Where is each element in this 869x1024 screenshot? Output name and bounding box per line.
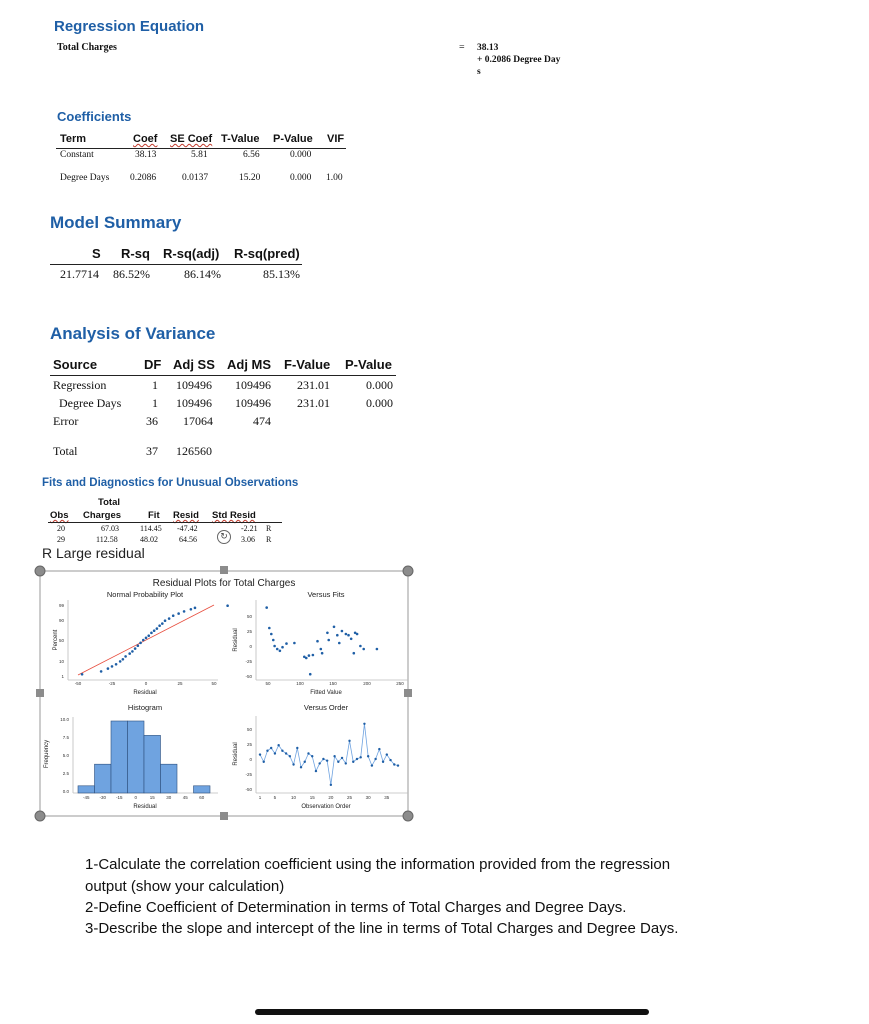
coef-header-vif: VIF bbox=[327, 133, 345, 145]
x-axis-label: Observation Order bbox=[301, 804, 351, 810]
anova-header-adjss: Adj SS bbox=[173, 357, 215, 372]
data-point bbox=[142, 639, 145, 642]
unusual-row-charges: 112.58 bbox=[96, 535, 118, 544]
chart-title: Versus Fits bbox=[307, 590, 345, 599]
data-point bbox=[273, 645, 276, 648]
equation-slope-term: + 0.2086 Degree Day bbox=[477, 55, 561, 65]
data-point bbox=[281, 750, 283, 752]
data-point bbox=[326, 759, 328, 761]
anova-rule bbox=[50, 375, 396, 376]
data-point bbox=[296, 747, 298, 749]
data-point bbox=[353, 652, 356, 655]
anova-header-adjms: Adj MS bbox=[227, 357, 272, 372]
chart-title: Histogram bbox=[127, 703, 163, 712]
data-point bbox=[382, 761, 384, 763]
y-tick-label: 25 bbox=[246, 629, 252, 634]
data-point bbox=[393, 763, 395, 765]
resize-handle[interactable] bbox=[220, 566, 228, 574]
y-tick-label: 2.5 bbox=[62, 771, 69, 776]
x-tick-label: -15 bbox=[115, 795, 123, 800]
coef-rule bbox=[56, 148, 346, 149]
home-indicator[interactable] bbox=[255, 1009, 649, 1015]
data-point bbox=[305, 657, 308, 660]
data-point bbox=[131, 650, 134, 653]
y-tick-label: 7.5 bbox=[62, 735, 69, 740]
data-point bbox=[307, 752, 309, 754]
anova-row-df: 1 bbox=[152, 396, 158, 410]
data-point bbox=[156, 627, 159, 630]
coef-row-term: Constant bbox=[60, 150, 94, 160]
y-tick-label: 1 bbox=[61, 674, 64, 679]
unusual-row-flag: R bbox=[266, 524, 272, 533]
unusual-row-flag: R bbox=[266, 535, 272, 544]
data-point bbox=[177, 612, 180, 615]
response-label: Total Charges bbox=[57, 42, 117, 53]
data-point bbox=[153, 629, 156, 632]
data-point bbox=[172, 614, 175, 617]
data-point bbox=[270, 633, 273, 636]
coef-row-vif: 1.00 bbox=[326, 173, 343, 183]
coef-header-coef: Coef bbox=[133, 133, 158, 145]
data-point bbox=[316, 640, 319, 643]
x-axis-label: Fitted Value bbox=[310, 690, 342, 696]
x-tick-label: -25 bbox=[108, 681, 116, 686]
data-point bbox=[308, 654, 311, 657]
unusual-row-resid: 64.56 bbox=[179, 535, 197, 544]
data-point bbox=[270, 747, 272, 749]
data-point bbox=[347, 634, 350, 637]
y-axis-label: Frequency bbox=[44, 739, 50, 769]
data-point bbox=[274, 752, 276, 754]
ms-header-rsq-adj: R-sq(adj) bbox=[163, 246, 220, 261]
y-tick-label: 10 bbox=[58, 659, 64, 664]
data-point bbox=[348, 740, 350, 742]
coef-header-se: SE Coef bbox=[170, 133, 213, 145]
question-1-line-1: 1-Calculate the correlation coefficient using the information provided from the regression bbox=[85, 856, 671, 873]
anova-row-source: Degree Days bbox=[59, 396, 122, 410]
rotate-icon[interactable]: ↻ bbox=[217, 530, 231, 544]
large-residual-note: R Large residual bbox=[42, 545, 145, 561]
y-axis-label: Residual bbox=[233, 628, 239, 652]
x-tick-label: 0 bbox=[134, 795, 138, 800]
x-tick-label: 200 bbox=[363, 681, 371, 686]
x-axis-label: Residual bbox=[133, 690, 157, 696]
data-point bbox=[300, 766, 302, 768]
resize-handle[interactable] bbox=[403, 811, 413, 821]
x-tick-label: 15 bbox=[309, 795, 315, 800]
x-tick-label: 35 bbox=[384, 795, 390, 800]
data-point bbox=[168, 617, 171, 620]
data-point bbox=[359, 645, 362, 648]
x-tick-label: 25 bbox=[177, 681, 183, 686]
coef-row-value: 0.2086 bbox=[130, 173, 157, 183]
y-tick-label: -50 bbox=[245, 674, 252, 679]
data-point bbox=[345, 633, 348, 636]
data-point bbox=[107, 667, 110, 670]
coefficients-heading: Coefficients bbox=[57, 109, 132, 124]
y-tick-label: 99 bbox=[58, 603, 64, 608]
resize-handle[interactable] bbox=[36, 689, 44, 697]
coef-header-term: Term bbox=[60, 133, 87, 145]
data-point bbox=[320, 648, 323, 651]
coef-row-t: 6.56 bbox=[243, 150, 260, 160]
x-tick-label: 100 bbox=[296, 681, 304, 686]
data-point bbox=[293, 642, 296, 645]
x-tick-label: 30 bbox=[365, 795, 371, 800]
histogram-bar bbox=[78, 786, 95, 793]
unusual-rule bbox=[48, 522, 282, 523]
data-point bbox=[356, 758, 358, 760]
anova-row-adjms: 109496 bbox=[235, 396, 271, 410]
data-point bbox=[378, 748, 380, 750]
y-tick-label: 90 bbox=[58, 618, 64, 623]
unusual-row-fit: 48.02 bbox=[140, 535, 158, 544]
anova-row-adjss: 109496 bbox=[176, 396, 212, 410]
x-tick-label: 150 bbox=[329, 681, 337, 686]
anova-header-df: DF bbox=[144, 357, 162, 372]
anova-row-source: Total bbox=[53, 444, 78, 458]
anova-row-source: Regression bbox=[53, 378, 107, 392]
data-point bbox=[279, 650, 282, 653]
x-tick-label: 50 bbox=[265, 681, 271, 686]
anova-row-df: 37 bbox=[146, 444, 158, 458]
anova-row-adjss: 126560 bbox=[176, 444, 212, 458]
y-tick-label: 0 bbox=[249, 644, 252, 649]
unusual-row-obs: 29 bbox=[57, 535, 65, 544]
x-tick-label: -50 bbox=[74, 681, 82, 686]
data-point bbox=[374, 758, 376, 760]
resize-handle[interactable] bbox=[404, 689, 412, 697]
coef-row-se: 0.0137 bbox=[182, 173, 209, 183]
y-tick-label: -25 bbox=[245, 659, 252, 664]
coef-row-p: 0.000 bbox=[290, 173, 312, 183]
x-tick-label: 250 bbox=[396, 681, 404, 686]
x-tick-label: 45 bbox=[182, 795, 188, 800]
data-point bbox=[333, 626, 336, 629]
histogram-bar bbox=[128, 721, 145, 793]
data-point bbox=[386, 753, 388, 755]
data-point bbox=[397, 764, 399, 766]
y-tick-label: -50 bbox=[245, 787, 252, 792]
x-tick-label: 10 bbox=[291, 795, 297, 800]
data-point bbox=[318, 762, 320, 764]
ms-value-rsq-pred: 85.13% bbox=[263, 267, 300, 281]
anova-row-df: 1 bbox=[152, 378, 158, 392]
question-1-line-2: output (show your calculation) bbox=[85, 878, 285, 895]
data-point bbox=[100, 670, 103, 673]
data-point bbox=[309, 673, 312, 676]
x-tick-label: 1 bbox=[258, 795, 262, 800]
data-point bbox=[352, 761, 354, 763]
resize-handle[interactable] bbox=[35, 566, 45, 576]
coef-row-term: Degree Days bbox=[60, 173, 110, 183]
data-point bbox=[158, 624, 161, 627]
histogram-bar bbox=[144, 735, 161, 793]
y-tick-label: 0 bbox=[249, 757, 252, 762]
data-point bbox=[266, 750, 268, 752]
data-point bbox=[147, 634, 150, 637]
unusual-row-charges: 67.03 bbox=[101, 524, 119, 533]
histogram-bar bbox=[111, 721, 128, 793]
coef-header-t: T-Value bbox=[221, 133, 260, 145]
data-point bbox=[389, 759, 391, 761]
anova-row-p: 0.000 bbox=[366, 378, 393, 392]
y-tick-label: 50 bbox=[246, 727, 252, 732]
histogram-bar bbox=[161, 764, 178, 793]
ms-header-rsq: R-sq bbox=[121, 246, 150, 261]
x-tick-label: 60 bbox=[199, 795, 205, 800]
data-point bbox=[338, 642, 341, 645]
chart-title: Versus Order bbox=[303, 703, 349, 712]
data-point bbox=[150, 632, 153, 635]
data-point bbox=[81, 673, 84, 676]
data-point bbox=[330, 784, 332, 786]
data-point bbox=[119, 660, 122, 663]
data-point bbox=[341, 630, 344, 633]
data-point bbox=[360, 756, 362, 758]
data-point bbox=[321, 652, 324, 655]
equation-intercept: 38.13 bbox=[477, 43, 499, 53]
regression-heading: Regression Equation bbox=[54, 18, 205, 35]
data-point bbox=[333, 755, 335, 757]
unusual-row-obs: 20 bbox=[57, 524, 65, 533]
y-tick-label: 25 bbox=[246, 742, 252, 747]
equation-wrap: s bbox=[477, 67, 481, 77]
ms-value-s: 21.7714 bbox=[60, 267, 99, 281]
data-point bbox=[326, 632, 329, 635]
anova-row-adjms: 109496 bbox=[235, 378, 271, 392]
data-point bbox=[371, 764, 373, 766]
data-point bbox=[263, 761, 265, 763]
anova-heading: Analysis of Variance bbox=[50, 324, 216, 343]
anova-row-f: 231.01 bbox=[297, 396, 330, 410]
anova-row-p: 0.000 bbox=[366, 396, 393, 410]
y-tick-label: 50 bbox=[246, 614, 252, 619]
data-point bbox=[272, 639, 275, 642]
data-point bbox=[363, 723, 365, 725]
data-point bbox=[285, 752, 287, 754]
data-point bbox=[226, 604, 229, 607]
data-point bbox=[265, 606, 268, 609]
data-point bbox=[122, 658, 125, 661]
data-point bbox=[145, 637, 148, 640]
data-point bbox=[111, 665, 114, 668]
unusual-header-resid: Resid bbox=[173, 510, 199, 521]
coef-row-se: 5.81 bbox=[191, 150, 208, 160]
ms-rule bbox=[50, 264, 302, 265]
coef-header-p: P-Value bbox=[273, 133, 313, 145]
data-point bbox=[350, 638, 353, 641]
data-point bbox=[345, 762, 347, 764]
data-point bbox=[134, 647, 137, 650]
data-point bbox=[362, 648, 365, 651]
anova-row-adjss: 17064 bbox=[183, 414, 213, 428]
ms-value-rsq: 86.52% bbox=[113, 267, 150, 281]
data-point bbox=[190, 608, 193, 611]
chart-title: Normal Probability Plot bbox=[106, 590, 184, 599]
x-tick-label: 20 bbox=[328, 795, 334, 800]
anova-header-p: P-Value bbox=[345, 357, 392, 372]
data-point bbox=[128, 652, 131, 655]
data-point bbox=[336, 634, 339, 637]
x-tick-label: -45 bbox=[82, 795, 90, 800]
data-point bbox=[164, 619, 167, 622]
resize-handle[interactable] bbox=[220, 812, 228, 820]
x-tick-label: 50 bbox=[211, 681, 217, 686]
data-point bbox=[259, 753, 261, 755]
coef-row-t: 15.20 bbox=[239, 173, 261, 183]
histogram-bar bbox=[194, 786, 211, 793]
y-tick-label: 10.0 bbox=[60, 717, 69, 722]
anova-row-df: 36 bbox=[146, 414, 158, 428]
data-point bbox=[139, 642, 142, 645]
unusual-header-obs: Obs bbox=[50, 510, 69, 521]
x-tick-label: 0 bbox=[144, 681, 148, 686]
x-axis-label: Residual bbox=[133, 804, 157, 810]
histogram-bar bbox=[95, 764, 112, 793]
y-tick-label: 50 bbox=[58, 638, 64, 643]
anova-row-adjss: 109496 bbox=[176, 378, 212, 392]
resize-handle[interactable] bbox=[403, 566, 413, 576]
data-point bbox=[277, 744, 279, 746]
data-point bbox=[327, 639, 330, 642]
anova-row-f: 231.01 bbox=[297, 378, 330, 392]
data-point bbox=[367, 755, 369, 757]
data-point bbox=[183, 610, 186, 613]
unusual-header-fit: Fit bbox=[148, 510, 160, 521]
y-tick-label: 0.0 bbox=[62, 789, 69, 794]
equation-rhs bbox=[477, 42, 560, 78]
data-point bbox=[161, 622, 164, 625]
x-tick-label: 15 bbox=[149, 795, 155, 800]
anova-header-f: F-Value bbox=[284, 357, 331, 372]
equation-equals: = bbox=[459, 42, 465, 53]
x-tick-label: 25 bbox=[347, 795, 353, 800]
data-point bbox=[194, 607, 197, 610]
unusual-row-resid: -47.42 bbox=[177, 524, 198, 533]
data-point bbox=[285, 642, 288, 645]
data-point bbox=[322, 758, 324, 760]
data-point bbox=[124, 655, 127, 658]
unusual-row-std-resid: 3.06 bbox=[241, 535, 255, 544]
coef-row-p: 0.000 bbox=[290, 150, 312, 160]
coef-row-value: 38.13 bbox=[135, 150, 157, 160]
y-tick-label: 5.0 bbox=[62, 753, 69, 758]
data-point bbox=[311, 755, 313, 757]
anova-row-source: Error bbox=[53, 414, 79, 428]
y-tick-label: -25 bbox=[245, 772, 252, 777]
data-point bbox=[337, 761, 339, 763]
ms-value-rsq-adj: 86.14% bbox=[184, 267, 221, 281]
unusual-header-charges: Charges bbox=[83, 510, 122, 521]
ms-header-s: S bbox=[92, 246, 101, 261]
data-point bbox=[281, 646, 284, 649]
unusual-row-fit: 114.45 bbox=[140, 524, 162, 533]
data-point bbox=[137, 644, 140, 647]
data-point bbox=[376, 648, 379, 651]
y-axis-label: Percent bbox=[53, 629, 59, 651]
unusual-row-std-resid: -2.21 bbox=[241, 524, 258, 533]
model-summary-heading: Model Summary bbox=[50, 213, 182, 232]
data-point bbox=[315, 770, 317, 772]
x-tick-label: 5 bbox=[273, 795, 277, 800]
y-axis-label: Residual bbox=[233, 742, 239, 766]
data-point bbox=[356, 633, 359, 636]
unusual-header-std-resid: Std Resid bbox=[212, 510, 256, 521]
data-point bbox=[292, 763, 294, 765]
ms-header-rsq-pred: R-sq(pred) bbox=[234, 246, 300, 261]
resize-handle[interactable] bbox=[35, 811, 45, 821]
residual-plots-figure[interactable] bbox=[28, 562, 420, 826]
figure-title: Residual Plots for Total Charges bbox=[152, 578, 296, 589]
data-point bbox=[304, 761, 306, 763]
data-point bbox=[289, 755, 291, 757]
data-point bbox=[268, 627, 271, 630]
anova-header-source: Source bbox=[53, 357, 98, 372]
question-3: 3-Describe the slope and intercept of the line in terms of Total Charges and Degree Days. bbox=[85, 920, 679, 937]
data-point bbox=[276, 648, 279, 651]
data-point bbox=[115, 663, 118, 666]
x-tick-label: -30 bbox=[99, 795, 107, 800]
unusual-header-total: Total bbox=[98, 497, 120, 508]
question-2: 2-Define Coefficient of Determination in terms of Total Charges and Degree Days. bbox=[85, 899, 627, 916]
anova-row-adjms: 474 bbox=[253, 414, 271, 428]
data-point bbox=[312, 654, 315, 657]
data-point bbox=[341, 757, 343, 759]
x-tick-label: 30 bbox=[166, 795, 172, 800]
unusual-heading: Fits and Diagnostics for Unusual Observations bbox=[42, 477, 299, 489]
